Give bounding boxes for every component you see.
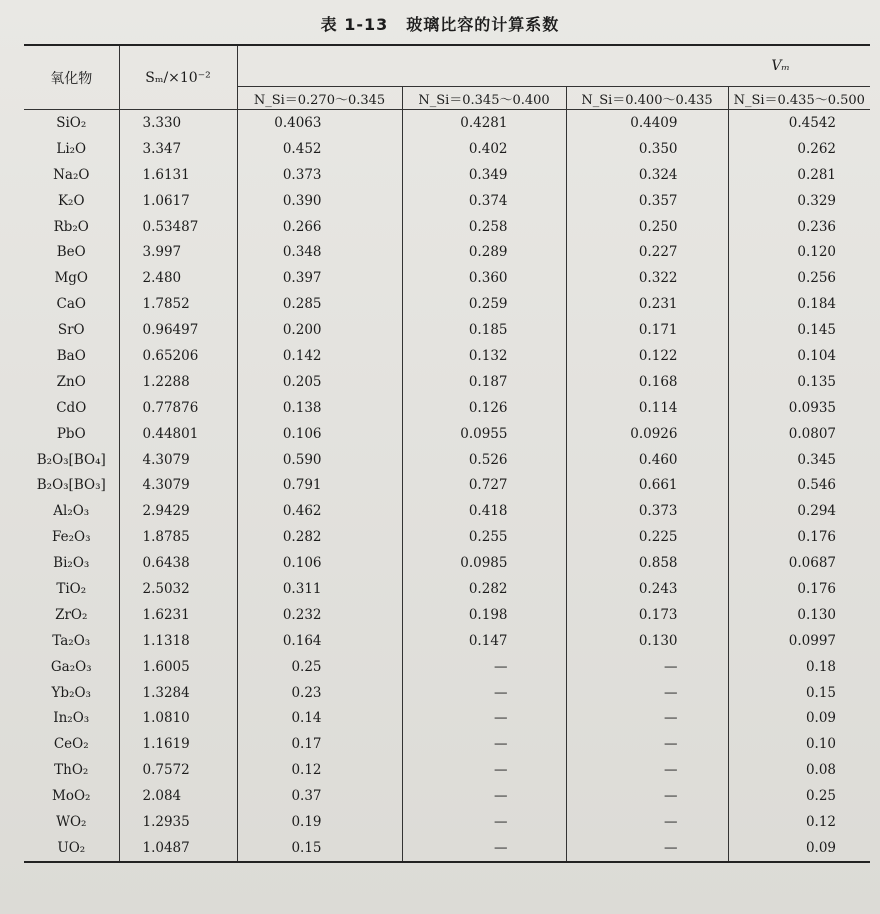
- vm-cell-range-2: 0.0985: [402, 550, 566, 576]
- table-row: [24, 447, 870, 473]
- table-row: [24, 421, 870, 447]
- sm-cell: 3.330: [119, 110, 237, 136]
- vm-cell-range-4: 0.145: [728, 317, 870, 343]
- oxide-cell: TiO₂: [24, 576, 119, 602]
- oxide-cell: Na₂O: [24, 162, 119, 188]
- sm-cell: 0.6438: [119, 550, 237, 576]
- header-range-1: N_Si＝0.270～0.345: [237, 87, 402, 110]
- header-range-4: N_Si＝0.435～0.500: [728, 87, 870, 110]
- sm-cell: 1.0487: [119, 835, 237, 862]
- table-row: [24, 783, 870, 809]
- vm-cell-range-2: —: [402, 680, 566, 706]
- sm-cell: 2.5032: [119, 576, 237, 602]
- vm-cell-range-1: 0.138: [237, 395, 402, 421]
- vm-cell-range-3: 0.4409: [566, 110, 728, 136]
- vm-cell-range-1: 0.17: [237, 731, 402, 757]
- vm-cell-range-2: 0.185: [402, 317, 566, 343]
- vm-cell-range-2: —: [402, 705, 566, 731]
- vm-cell-range-1: 0.462: [237, 498, 402, 524]
- vm-cell-range-3: 0.350: [566, 136, 728, 162]
- table-row: [24, 317, 870, 343]
- vm-cell-range-4: 0.09: [728, 835, 870, 862]
- oxide-cell: ZnO: [24, 369, 119, 395]
- sm-cell: 1.6131: [119, 162, 237, 188]
- table-row: [24, 628, 870, 654]
- sm-cell: 1.6231: [119, 602, 237, 628]
- vm-cell-range-3: —: [566, 757, 728, 783]
- vm-cell-range-4: 0.176: [728, 576, 870, 602]
- table-row: [24, 162, 870, 188]
- table-row: [24, 136, 870, 162]
- sm-cell: 0.53487: [119, 214, 237, 240]
- vm-cell-range-3: 0.114: [566, 395, 728, 421]
- vm-cell-range-3: —: [566, 680, 728, 706]
- vm-cell-range-1: 0.37: [237, 783, 402, 809]
- vm-cell-range-3: —: [566, 783, 728, 809]
- oxide-cell: UO₂: [24, 835, 119, 862]
- sm-cell: 0.77876: [119, 395, 237, 421]
- vm-cell-range-4: 0.09: [728, 705, 870, 731]
- table-row: [24, 550, 870, 576]
- vm-cell-range-2: —: [402, 809, 566, 835]
- oxide-cell: PbO: [24, 421, 119, 447]
- table-row: [24, 369, 870, 395]
- oxide-cell: MoO₂: [24, 783, 119, 809]
- vm-cell-range-3: 0.227: [566, 239, 728, 265]
- oxide-cell: Al₂O₃: [24, 498, 119, 524]
- vm-cell-range-4: 0.130: [728, 602, 870, 628]
- vm-cell-range-2: 0.526: [402, 447, 566, 473]
- vm-cell-range-2: 0.187: [402, 369, 566, 395]
- sm-cell: 1.1619: [119, 731, 237, 757]
- header-vm: Vₘ: [237, 45, 870, 87]
- sm-cell: 1.0617: [119, 188, 237, 214]
- oxide-cell: Rb₂O: [24, 214, 119, 240]
- oxide-cell: Li₂O: [24, 136, 119, 162]
- sm-cell: 4.3079: [119, 447, 237, 473]
- vm-cell-range-4: 0.262: [728, 136, 870, 162]
- coefficient-table: [24, 44, 870, 863]
- header-range-3: N_Si＝0.400～0.435: [566, 87, 728, 110]
- table-row: [24, 680, 870, 706]
- vm-cell-range-1: 0.266: [237, 214, 402, 240]
- vm-cell-range-3: 0.122: [566, 343, 728, 369]
- sm-cell: 0.65206: [119, 343, 237, 369]
- oxide-cell: In₂O₃: [24, 705, 119, 731]
- vm-cell-range-1: 0.285: [237, 291, 402, 317]
- sm-cell: 1.3284: [119, 680, 237, 706]
- oxide-cell: Yb₂O₃: [24, 680, 119, 706]
- vm-cell-range-3: —: [566, 731, 728, 757]
- oxide-cell: ThO₂: [24, 757, 119, 783]
- sm-cell: 0.44801: [119, 421, 237, 447]
- table-row: [24, 188, 870, 214]
- oxide-cell: MgO: [24, 265, 119, 291]
- vm-cell-range-3: —: [566, 835, 728, 862]
- vm-cell-range-1: 0.311: [237, 576, 402, 602]
- vm-cell-range-2: 0.0955: [402, 421, 566, 447]
- sm-cell: 1.8785: [119, 524, 237, 550]
- vm-cell-range-3: 0.858: [566, 550, 728, 576]
- vm-cell-range-3: 0.243: [566, 576, 728, 602]
- sm-cell: 3.997: [119, 239, 237, 265]
- vm-cell-range-1: 0.19: [237, 809, 402, 835]
- sm-cell: 1.2935: [119, 809, 237, 835]
- vm-cell-range-2: 0.259: [402, 291, 566, 317]
- vm-cell-range-2: 0.126: [402, 395, 566, 421]
- vm-cell-range-3: 0.322: [566, 265, 728, 291]
- vm-cell-range-1: 0.106: [237, 421, 402, 447]
- vm-cell-range-2: 0.289: [402, 239, 566, 265]
- oxide-cell: Ta₂O₃: [24, 628, 119, 654]
- vm-cell-range-1: 0.106: [237, 550, 402, 576]
- oxide-cell: K₂O: [24, 188, 119, 214]
- table-row: [24, 239, 870, 265]
- vm-cell-range-2: 0.132: [402, 343, 566, 369]
- table-caption: 玻璃比容的计算系数: [406, 15, 560, 34]
- table-row: [24, 343, 870, 369]
- vm-cell-range-1: 0.25: [237, 654, 402, 680]
- vm-cell-range-2: —: [402, 654, 566, 680]
- table-title: [0, 12, 880, 35]
- header-oxide: 氧化物: [24, 45, 119, 110]
- vm-cell-range-1: 0.282: [237, 524, 402, 550]
- vm-cell-range-3: 0.373: [566, 498, 728, 524]
- table-row: [24, 757, 870, 783]
- vm-cell-range-4: 0.0997: [728, 628, 870, 654]
- table-row: [24, 110, 870, 136]
- oxide-cell: Bi₂O₃: [24, 550, 119, 576]
- table-row: [24, 524, 870, 550]
- vm-cell-range-3: 0.0926: [566, 421, 728, 447]
- table-header: [24, 45, 870, 110]
- sm-cell: 3.347: [119, 136, 237, 162]
- sm-cell: 0.7572: [119, 757, 237, 783]
- table-row: [24, 576, 870, 602]
- vm-cell-range-2: —: [402, 835, 566, 862]
- vm-cell-range-3: 0.231: [566, 291, 728, 317]
- vm-cell-range-4: 0.18: [728, 654, 870, 680]
- vm-cell-range-4: 0.546: [728, 472, 870, 498]
- table-number: 表 1-13: [320, 15, 389, 34]
- oxide-cell: BeO: [24, 239, 119, 265]
- vm-cell-range-2: 0.4281: [402, 110, 566, 136]
- vm-cell-range-2: 0.418: [402, 498, 566, 524]
- vm-cell-range-2: 0.147: [402, 628, 566, 654]
- sm-cell: 2.9429: [119, 498, 237, 524]
- oxide-cell: B₂O₃[BO₄]: [24, 447, 119, 473]
- table-row: [24, 291, 870, 317]
- header-sm: Sₘ/×10⁻²: [119, 45, 237, 110]
- sm-cell: 1.7852: [119, 291, 237, 317]
- vm-cell-range-1: 0.15: [237, 835, 402, 862]
- vm-cell-range-2: 0.374: [402, 188, 566, 214]
- table-row: [24, 654, 870, 680]
- vm-cell-range-4: 0.236: [728, 214, 870, 240]
- vm-cell-range-1: 0.791: [237, 472, 402, 498]
- vm-cell-range-4: 0.256: [728, 265, 870, 291]
- vm-cell-range-4: 0.329: [728, 188, 870, 214]
- sm-cell: 0.96497: [119, 317, 237, 343]
- sm-cell: 2.480: [119, 265, 237, 291]
- vm-cell-range-1: 0.4063: [237, 110, 402, 136]
- vm-cell-range-1: 0.23: [237, 680, 402, 706]
- vm-cell-range-3: —: [566, 654, 728, 680]
- vm-cell-range-3: —: [566, 705, 728, 731]
- vm-cell-range-4: 0.0807: [728, 421, 870, 447]
- vm-cell-range-2: 0.198: [402, 602, 566, 628]
- vm-cell-range-3: 0.460: [566, 447, 728, 473]
- vm-cell-range-4: 0.184: [728, 291, 870, 317]
- table-row: [24, 472, 870, 498]
- vm-cell-range-1: 0.373: [237, 162, 402, 188]
- vm-cell-range-2: —: [402, 783, 566, 809]
- sm-cell: 1.2288: [119, 369, 237, 395]
- vm-cell-range-2: 0.258: [402, 214, 566, 240]
- oxide-cell: CdO: [24, 395, 119, 421]
- vm-cell-range-4: 0.104: [728, 343, 870, 369]
- vm-cell-range-2: —: [402, 757, 566, 783]
- vm-cell-range-1: 0.397: [237, 265, 402, 291]
- oxide-cell: BaO: [24, 343, 119, 369]
- vm-cell-range-3: 0.661: [566, 472, 728, 498]
- sm-cell: 2.084: [119, 783, 237, 809]
- table-body: [24, 110, 870, 862]
- vm-cell-range-4: 0.176: [728, 524, 870, 550]
- vm-cell-range-1: 0.142: [237, 343, 402, 369]
- vm-cell-range-1: 0.200: [237, 317, 402, 343]
- sm-cell: 1.6005: [119, 654, 237, 680]
- table-row: [24, 835, 870, 862]
- vm-cell-range-2: —: [402, 731, 566, 757]
- vm-cell-range-1: 0.348: [237, 239, 402, 265]
- vm-cell-range-4: 0.15: [728, 680, 870, 706]
- vm-cell-range-4: 0.08: [728, 757, 870, 783]
- table-row: [24, 265, 870, 291]
- vm-cell-range-2: 0.360: [402, 265, 566, 291]
- vm-cell-range-3: 0.250: [566, 214, 728, 240]
- vm-cell-range-3: —: [566, 809, 728, 835]
- vm-cell-range-4: 0.120: [728, 239, 870, 265]
- vm-cell-range-4: 0.345: [728, 447, 870, 473]
- vm-cell-range-2: 0.255: [402, 524, 566, 550]
- vm-cell-range-1: 0.14: [237, 705, 402, 731]
- vm-cell-range-4: 0.10: [728, 731, 870, 757]
- vm-cell-range-1: 0.452: [237, 136, 402, 162]
- vm-cell-range-3: 0.324: [566, 162, 728, 188]
- oxide-cell: Ga₂O₃: [24, 654, 119, 680]
- sm-cell: 1.0810: [119, 705, 237, 731]
- vm-cell-range-3: 0.171: [566, 317, 728, 343]
- vm-cell-range-1: 0.390: [237, 188, 402, 214]
- vm-cell-range-3: 0.130: [566, 628, 728, 654]
- vm-cell-range-4: 0.135: [728, 369, 870, 395]
- table-row: [24, 498, 870, 524]
- vm-cell-range-1: 0.232: [237, 602, 402, 628]
- table-row: [24, 809, 870, 835]
- vm-cell-range-4: 0.0935: [728, 395, 870, 421]
- header-range-2: N_Si＝0.345～0.400: [402, 87, 566, 110]
- table-row: [24, 602, 870, 628]
- oxide-cell: CaO: [24, 291, 119, 317]
- oxide-cell: B₂O₃[BO₃]: [24, 472, 119, 498]
- vm-cell-range-4: 0.4542: [728, 110, 870, 136]
- table-row: [24, 214, 870, 240]
- sm-cell: 4.3079: [119, 472, 237, 498]
- vm-cell-range-2: 0.402: [402, 136, 566, 162]
- vm-cell-range-2: 0.349: [402, 162, 566, 188]
- vm-cell-range-3: 0.357: [566, 188, 728, 214]
- oxide-cell: SiO₂: [24, 110, 119, 136]
- oxide-cell: SrO: [24, 317, 119, 343]
- vm-cell-range-2: 0.727: [402, 472, 566, 498]
- table-row: [24, 731, 870, 757]
- vm-cell-range-1: 0.590: [237, 447, 402, 473]
- vm-cell-range-4: 0.281: [728, 162, 870, 188]
- table-row: [24, 395, 870, 421]
- vm-cell-range-3: 0.173: [566, 602, 728, 628]
- oxide-cell: Fe₂O₃: [24, 524, 119, 550]
- vm-cell-range-3: 0.168: [566, 369, 728, 395]
- vm-cell-range-4: 0.25: [728, 783, 870, 809]
- vm-cell-range-1: 0.12: [237, 757, 402, 783]
- vm-cell-range-2: 0.282: [402, 576, 566, 602]
- oxide-cell: CeO₂: [24, 731, 119, 757]
- oxide-cell: WO₂: [24, 809, 119, 835]
- sm-cell: 1.1318: [119, 628, 237, 654]
- vm-cell-range-4: 0.12: [728, 809, 870, 835]
- vm-cell-range-1: 0.205: [237, 369, 402, 395]
- vm-cell-range-4: 0.294: [728, 498, 870, 524]
- vm-cell-range-4: 0.0687: [728, 550, 870, 576]
- table-row: [24, 705, 870, 731]
- vm-cell-range-3: 0.225: [566, 524, 728, 550]
- oxide-cell: ZrO₂: [24, 602, 119, 628]
- vm-cell-range-1: 0.164: [237, 628, 402, 654]
